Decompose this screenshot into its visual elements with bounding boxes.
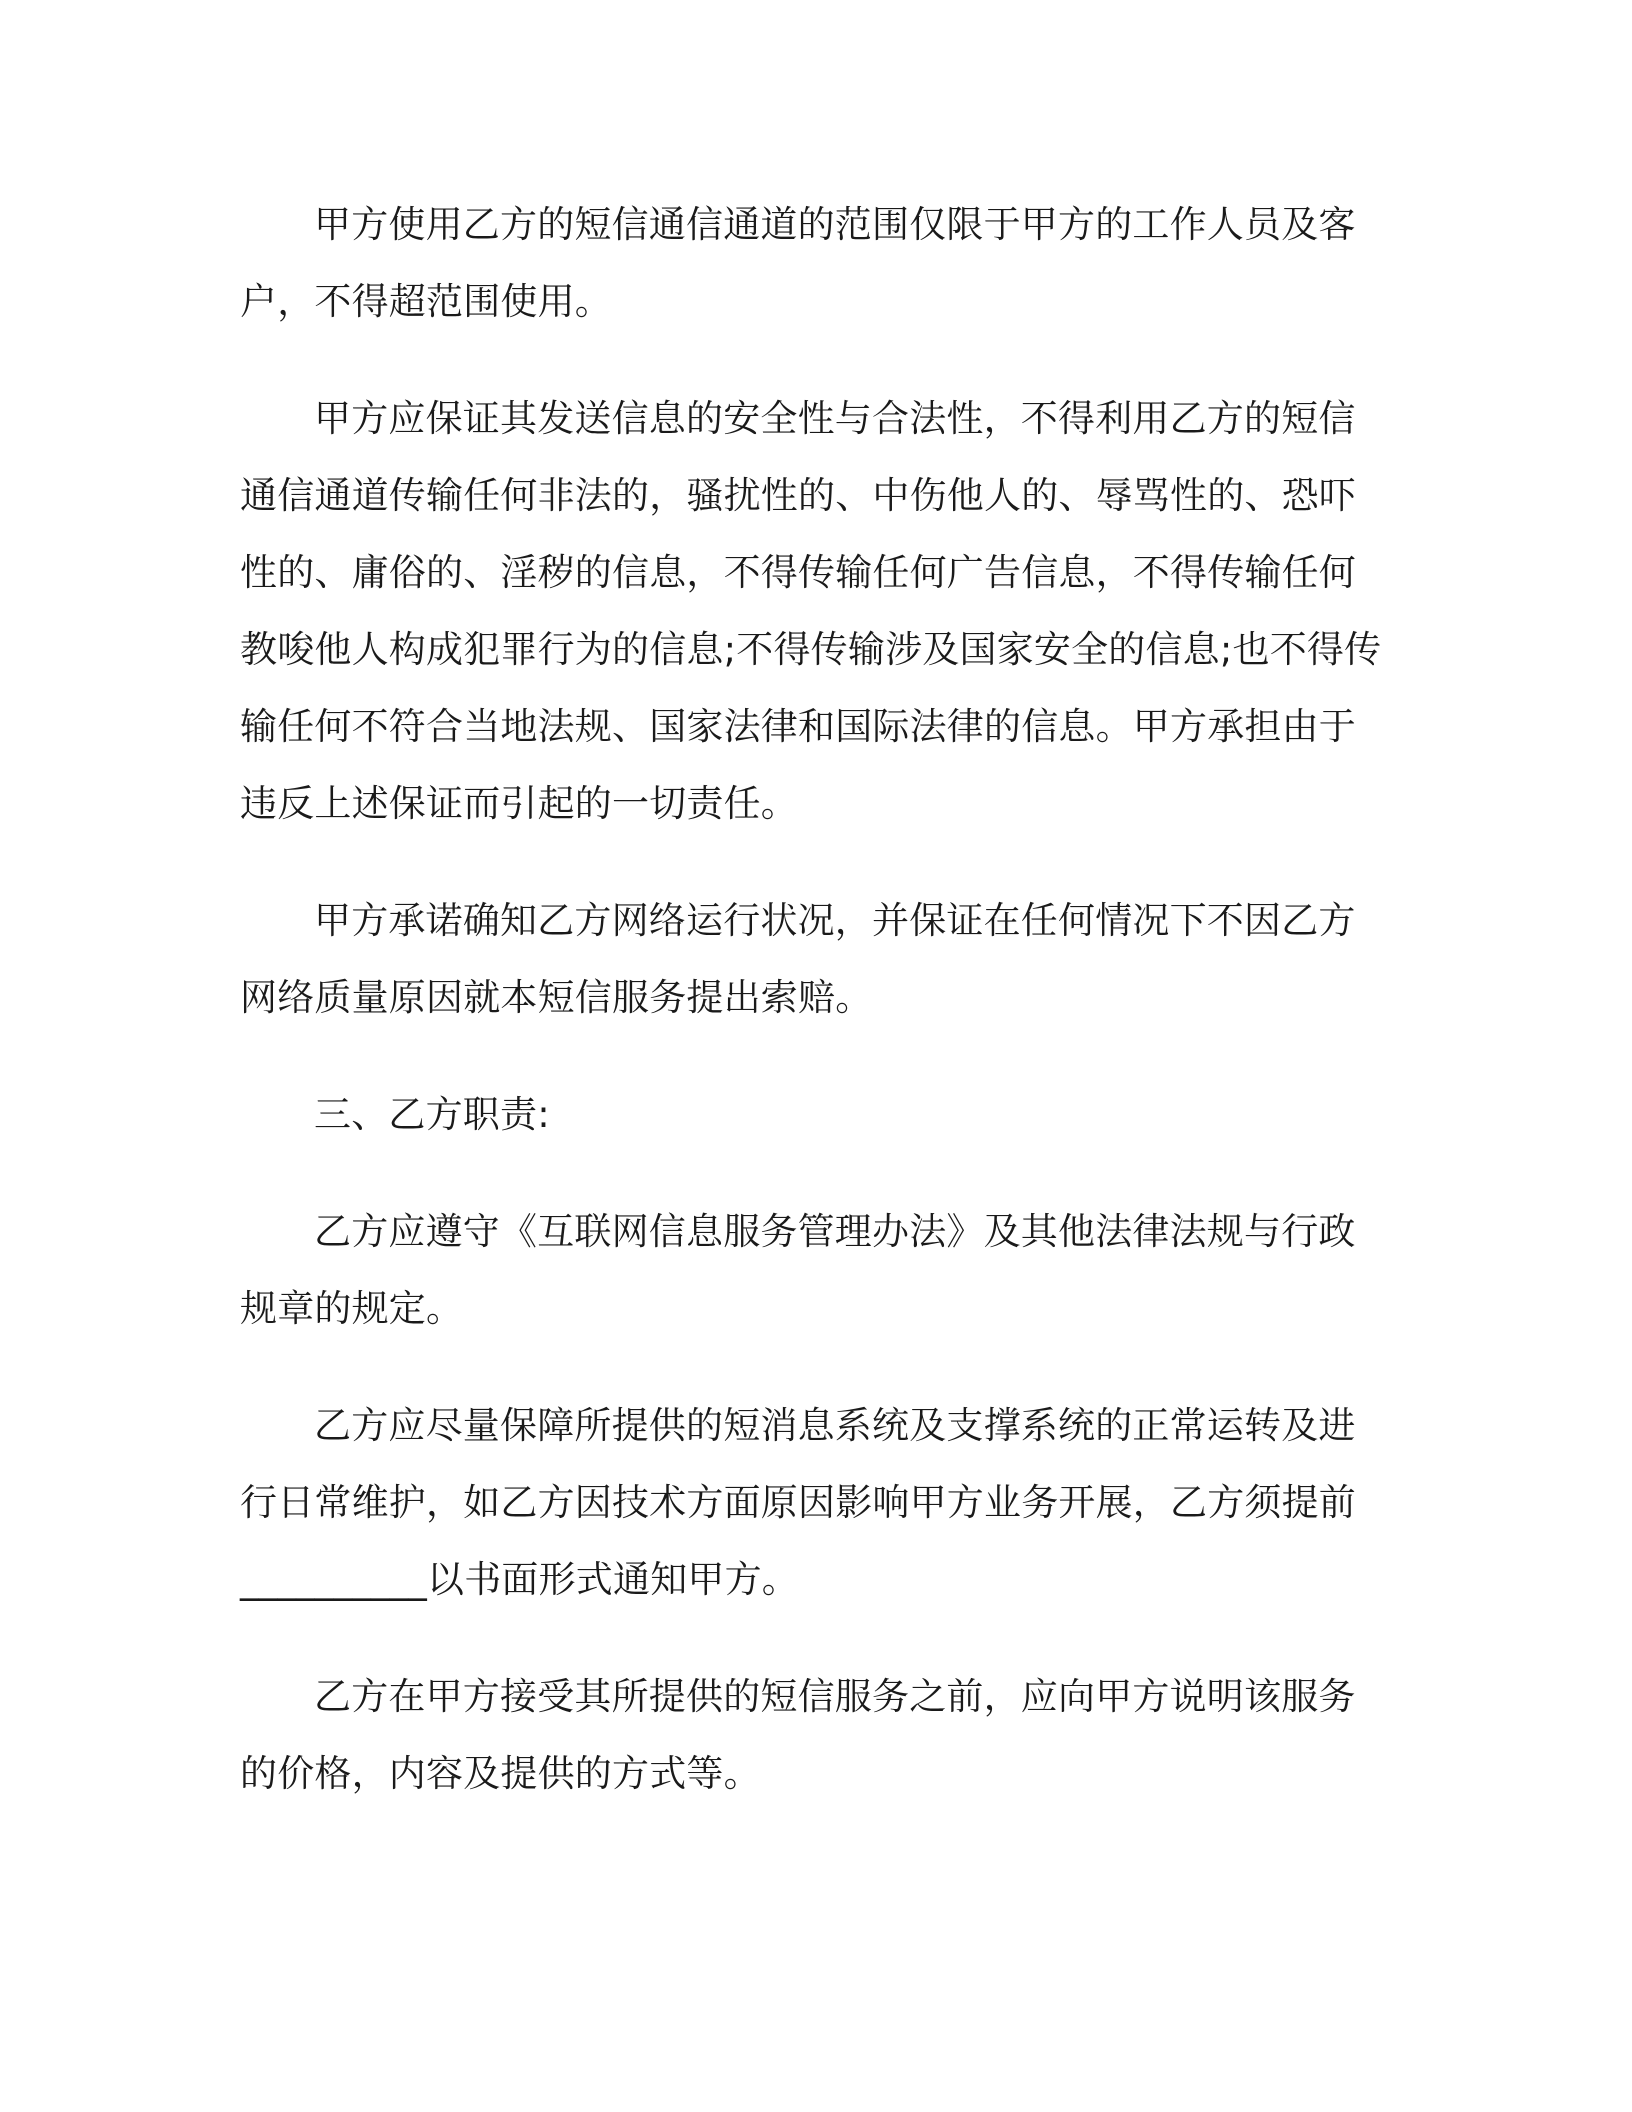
section-heading-party-b-duties (240, 1076, 1380, 1153)
text-line: 行日常维护，如乙方因技术方面原因影响甲方业务开展，乙方须提前 (240, 1481, 1356, 1524)
paragraph-network-acknowledgement (240, 882, 1380, 1036)
paragraph-system-maintenance (240, 1387, 1380, 1618)
text-line: 户，不得超范围使用。 (240, 280, 612, 323)
text-line: 的价格，内容及提供的方式等。 (240, 1752, 761, 1795)
text-line: 教唆他人构成犯罪行为的信息;不得传输涉及国家安全的信息;也不得传 (240, 628, 1382, 671)
text-line: 甲方承诺确知乙方网络运行状况，并保证在任何情况下不因乙方 (314, 899, 1356, 942)
section-heading: 三、乙方职责: (314, 1093, 550, 1136)
text-line: 通信通道传输任何非法的，骚扰性的、中伤他人的、辱骂性的、恐吓 (240, 474, 1356, 517)
paragraph-service-disclosure (240, 1658, 1380, 1812)
text-line: 乙方在甲方接受其所提供的短信服务之前，应向甲方说明该服务 (314, 1675, 1356, 1718)
text-line: 甲方应保证其发送信息的安全性与合法性，不得利用乙方的短信 (314, 397, 1356, 440)
text-line: 乙方应遵守《互联网信息服务管理办法》及其他法律法规与行政 (314, 1210, 1356, 1253)
paragraph-compliance (240, 1193, 1380, 1347)
text-line: 规章的规定。 (240, 1287, 464, 1330)
paragraph-usage-scope (240, 186, 1380, 340)
document-body (240, 186, 1380, 1852)
text-line: 网络质量原因就本短信服务提出索赔。 (240, 976, 873, 1019)
text-line: 违反上述保证而引起的一切责任。 (240, 782, 798, 825)
text-line: 性的、庸俗的、淫秽的信息，不得传输任何广告信息，不得传输任何 (240, 551, 1356, 594)
text-line: 甲方使用乙方的短信通信通道的范围仅限于甲方的工作人员及客 (314, 203, 1356, 246)
text-line-with-blank: __________以书面形式通知甲方。 (240, 1558, 799, 1601)
text-line: 输任何不符合当地法规、国家法律和国际法律的信息。甲方承担由于 (240, 705, 1356, 748)
paragraph-content-legality (240, 380, 1380, 842)
text-line: 乙方应尽量保障所提供的短消息系统及支撑系统的正常运转及进 (314, 1404, 1356, 1447)
